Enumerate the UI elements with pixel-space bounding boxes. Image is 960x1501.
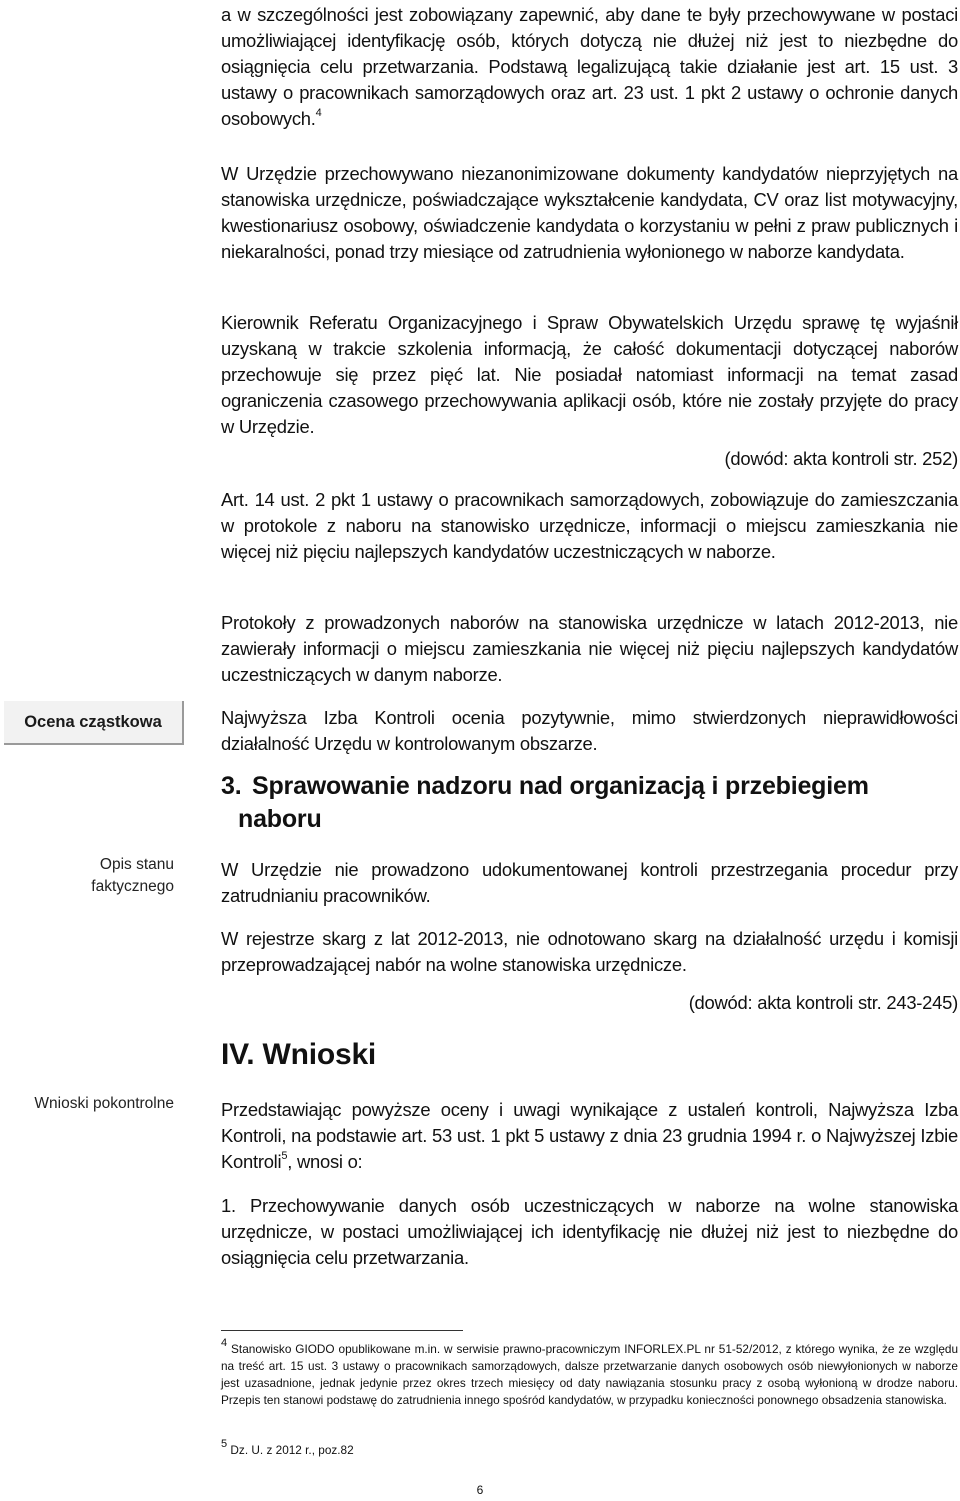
footnote-ref-5[interactable]: 5 xyxy=(281,1149,288,1162)
section-number: 3. xyxy=(221,772,242,800)
partial-assessment-label: Ocena cząstkowa xyxy=(4,701,184,745)
footnote-separator xyxy=(221,1330,463,1331)
paragraph-department-head-explanation: Kierownik Referatu Organizacyjnego i Spraw Obywatelskich Urzędu sprawę tę wyjaśnił uzyskaną w trakcie szkolenia informacją, że całość dokumentacji dotyczącej naborów przechowuje się przez pięć lat. Nie posiadał natomiast informacji na temat zasad ograniczenia czasowego przechowywania aplikacji osób, które nie zostały przyjęte do pracy w Urzędzie. xyxy=(221,312,958,437)
paragraph-partial-assessment: Najwyższa Izba Kontroli ocenia pozytywnie, mimo stwierdzonych nieprawidłowości działalność Urzędu w kontrolowanym obszarze. xyxy=(221,707,958,754)
page-number: 6 xyxy=(476,1483,484,1497)
paragraph-conclusions-intro: Przedstawiając powyższe oceny i uwagi wynikające z ustaleń kontroli, Najwyższa Izba Kontroli, na podstawie art. 53 ust. 1 pkt 5 ustawy z dnia 23 grudnia 1994 r. o Najwyższej Izbie Kontroli$^5$, wnosi o: xyxy=(221,1099,958,1172)
section-heading-3: 3. Sprawowanie nadzoru nad organizacją i przebiegiem naboru xyxy=(221,772,869,833)
paragraph-data-retention: a w szczególności jest zobowiązany zapewnić, aby dane te były przechowywane w postaci umożliwiającej identyfikację osób, których dotyczą nie dłużej niż jest to niezbędne do osiągnięcia celu przetwarzania. Podstawą legalizującą takie działanie jest art. 15 ust. 3 ustawy o pracownikach samorządowych oraz art. 23 ust. 1 pkt 2 ustawy o ochronie danych osobowych.$^4$ xyxy=(221,4,958,129)
footnote-4: $^4$ Stanowisko GIODO opublikowane m.in. w serwisie prawno-pracowniczym INFORLEX.PL nr 51-52/2012, z którego wynika, że ze względu na treść art. 15 ust. 3 ustawy o pracownikach samorządowych, dalsze przetwarzanie danych osobowych osób niewyłonionych w naborze jest uzasadnione, jednak jedynie przez okres trzech miesięcy od daty nawiązania stosunku pracy z osobą wyłonioną w drodze naboru. Przepis ten stanowi podstawę do zatrudnienia innego spośród kandydatów, w przypadku konieczności ponownego obsadzenia stanowiska. xyxy=(221,1337,959,1407)
factual-state-label: Opis stanu faktycznego xyxy=(91,856,174,895)
evidence-reference: (dowód: akta kontroli str. 243-245) xyxy=(688,992,958,1013)
paragraph-article-14: Art. 14 ust. 2 pkt 1 ustawy o pracownikach samorządowych, zobowiązuje do zamieszczania w protokole z naboru na stanowisko urzędnicze, informacji o miejscu zamieszkania nie więcej niż pięciu najlepszych kandydatów uczestniczących w naborze. xyxy=(221,489,958,562)
evidence-reference: (dowód: akta kontroli str. 252) xyxy=(724,448,958,469)
footnote-ref-4[interactable]: 4 xyxy=(315,106,322,119)
paragraph-no-control: W Urzędzie nie prowadzono udokumentowanej kontroli przestrzegania procedur przy zatrudnianiu pracowników. xyxy=(221,859,958,906)
paragraph-complaints-register: W rejestrze skarg z lat 2012-2013, nie odnotowano skarg na działalność urzędu i komisji przeprowadzającej nabór na wolne stanowiska urzędnicze. xyxy=(221,928,958,975)
post-audit-conclusions-label: Wnioski pokontrolne xyxy=(34,1095,174,1112)
recommendation-item: 1. Przechowywanie danych osób uczestniczących w naborze na wolne stanowiska urzędnicze, w postaci umożliwiającej ich identyfikację nie dłużej niż jest to niezbędne do osiągnięcia celu przetwarzania. xyxy=(221,1195,958,1268)
paragraph-protocols: Protokoły z prowadzonych naborów na stanowiska urzędnicze w latach 2012-2013, nie zawierały informacji o miejscu zamieszkania nie więcej niż pięciu najlepszych kandydatów uczestniczących w danym naborze. xyxy=(221,612,958,685)
section-heading-conclusions: IV. Wnioski xyxy=(221,1038,377,1071)
paragraph-unanonymized-documents: W Urzędzie przechowywano niezanonimizowane dokumenty kandydatów nieprzyjętych na stanowiska urzędnicze, poświadczające wykształcenie kandydata, CV oraz list motywacyjny, kwestionariusz osobowy, oświadczenie kandydata o korzystaniu w pełni z praw publicznych i niekaralności, ponad trzy miesiące od zatrudnienia wyłonionego w naborze kandydata. xyxy=(221,163,958,262)
footnote-5: $^5$ Dz. U. z 2012 r., poz.82 xyxy=(221,1438,354,1457)
